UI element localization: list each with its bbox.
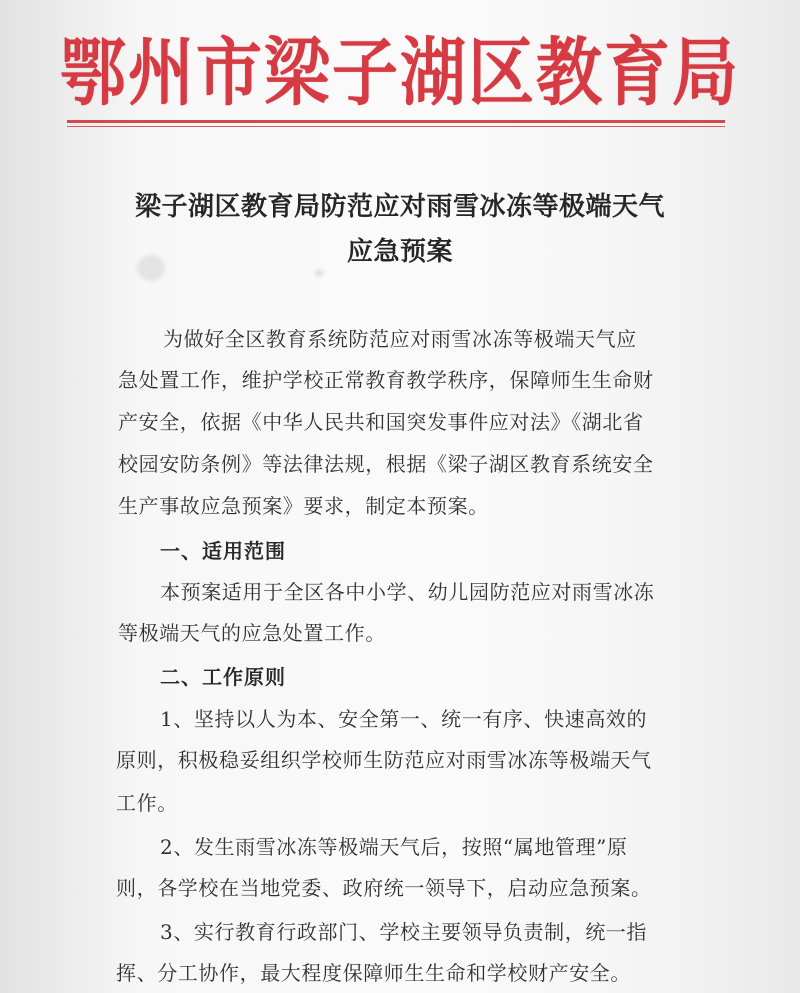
document-title-line-2: 应急预案 [346, 237, 453, 267]
section-heading-principles: 二、工作原则 [160, 665, 286, 689]
principle-3-line-2: 挥、分工协作，最大程度保障师生生命和学校财产安全。 [116, 961, 631, 985]
document-title-line-1: 梁子湖区教育局防范应对雨雪冰冻等极端天气 [134, 192, 665, 222]
principle-3-line-1: 3、实行教育行政部门、学校主要领导负责制，统一指 [160, 920, 648, 944]
letterhead-thin-rule [67, 126, 725, 127]
principle-1-line-2: 原则，积极稳妥组织学校师生防范应对雨雪冰冻等极端天气 [116, 748, 652, 772]
paper-speck [315, 270, 323, 276]
principle-1-line-1: 1、坚持以人为本、安全第一、统一有序、快速高效的 [160, 707, 648, 731]
body-line-5: 生产事故应急预案》要求，制定本预案。 [118, 494, 489, 518]
body-line-3: 产安全，依据《中华人民共和国突发事件应对法》《湖北省 [118, 410, 644, 434]
scope-line-2: 等极端天气的应急处置工作。 [118, 621, 386, 645]
section-heading-scope: 一、适用范围 [160, 539, 286, 563]
principle-2-line-1: 2、发生雨雪冰冻等极端天气后，按照“属地管理”原 [160, 835, 628, 859]
scope-line-1: 本预案适用于全区各中小学、幼儿园防范应对雨雪冰冻 [160, 580, 655, 604]
letterhead-red-rule [67, 120, 725, 123]
body-line-2: 急处置工作，维护学校正常教育教学秩序，保障师生生命财 [118, 368, 654, 392]
body-line-1: 为做好全区教育系统防范应对雨雪冰冻等极端天气应 [163, 327, 637, 351]
principle-1-line-3: 工作。 [116, 791, 178, 815]
letterhead-title: 鄂州市梁子湖区教育局 [60, 28, 740, 116]
body-line-4: 校园安防条例》等法律法规，根据《梁子湖区教育系统安全 [118, 452, 654, 476]
principle-2-line-2: 则，各学校在当地党委、政府统一领导下，启动应急预案。 [116, 876, 652, 900]
